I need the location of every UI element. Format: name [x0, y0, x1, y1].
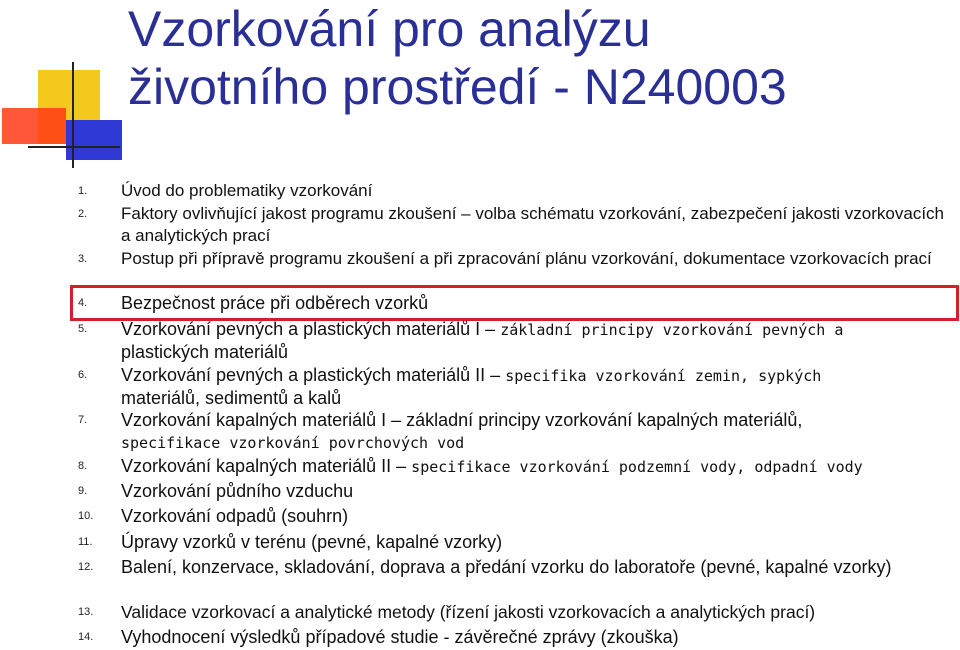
- agenda-number: 9.: [78, 485, 88, 497]
- agenda-text: Vzorkování pevných a plastických materiálů II –: [121, 365, 501, 385]
- agenda-text: Vyhodnocení výsledků případové studie - závěrečné zprávy (zkouška): [121, 627, 679, 647]
- agenda-text: Vzorkování půdního vzduchu: [121, 481, 354, 501]
- decor-red-square: [2, 108, 66, 144]
- agenda-number: 4.: [78, 297, 88, 309]
- agenda-text: Úpravy vzorků v terénu (pevné, kapalné vzorky): [121, 532, 503, 552]
- agenda-number: 1.: [78, 185, 88, 197]
- decor-vertical-line: [72, 62, 74, 168]
- decor-blue-square: [66, 120, 122, 160]
- agenda-number: 14.: [78, 631, 94, 643]
- agenda-text: Vzorkování kapalných materiálů I – základní principy vzorkování kapalných materiálů,: [121, 410, 803, 430]
- agenda-text: Validace vzorkovací a analytické metody (řízení jakosti vzorkovacích a analytických prací): [121, 602, 816, 622]
- agenda-number: 10.: [78, 510, 94, 522]
- agenda-number: 8.: [78, 460, 88, 472]
- agenda-text: Vzorkování kapalných materiálů II –: [121, 456, 407, 476]
- decor-horizontal-line: [28, 146, 120, 148]
- agenda-number: 11.: [78, 536, 93, 548]
- highlight-box: [70, 285, 959, 321]
- agenda-number: 6.: [78, 369, 88, 381]
- slide-title-line2: životního prostředí - N240003: [128, 59, 787, 115]
- agenda-subtext: specifikace vzorkování podzemní vody, odpadní vody: [411, 458, 863, 476]
- agenda-text: Balení, konzervace, skladování, doprava a předání vzorku do laboratoře (pevné, kapalné vzorky): [121, 557, 892, 577]
- agenda-text-tail: plastických materiálů: [121, 342, 289, 362]
- agenda-text-tail: materiálů, sedimentů a kalů: [121, 388, 342, 408]
- agenda-text: Faktory ovlivňující jakost programu zkoušení – volba schématu vzorkování, zabezpečení jakosti vzorkovacích a analytických prací: [121, 204, 944, 245]
- agenda-number: 7.: [78, 414, 88, 426]
- agenda-subtext: základní principy vzorkování pevných a: [500, 321, 844, 339]
- agenda-text: Vzorkování odpadů (souhrn): [121, 506, 349, 526]
- agenda-subtext: specifikace vzorkování povrchových vod: [121, 434, 465, 452]
- agenda-number: 13.: [78, 606, 94, 618]
- agenda-number: 5.: [78, 323, 88, 335]
- agenda-text: Vzorkování pevných a plastických materiálů I –: [121, 319, 496, 339]
- agenda-text: Postup při přípravě programu zkoušení a při zpracování plánu vzorkování, dokumentace vzorkovacích prací: [121, 249, 932, 268]
- agenda-number: 12.: [78, 561, 94, 573]
- agenda-subtext: specifika vzorkování zemin, sypkých: [505, 367, 822, 385]
- slide-title-line1: Vzorkování pro analýzu: [128, 1, 651, 57]
- agenda-number: 3.: [78, 253, 88, 265]
- agenda-text: Bezpečnost práce při odběrech vzorků: [121, 293, 429, 313]
- slide-title: [128, 0, 948, 116]
- agenda-number: 2.: [78, 208, 88, 220]
- agenda-text: Úvod do problematiky vzorkování: [121, 181, 373, 200]
